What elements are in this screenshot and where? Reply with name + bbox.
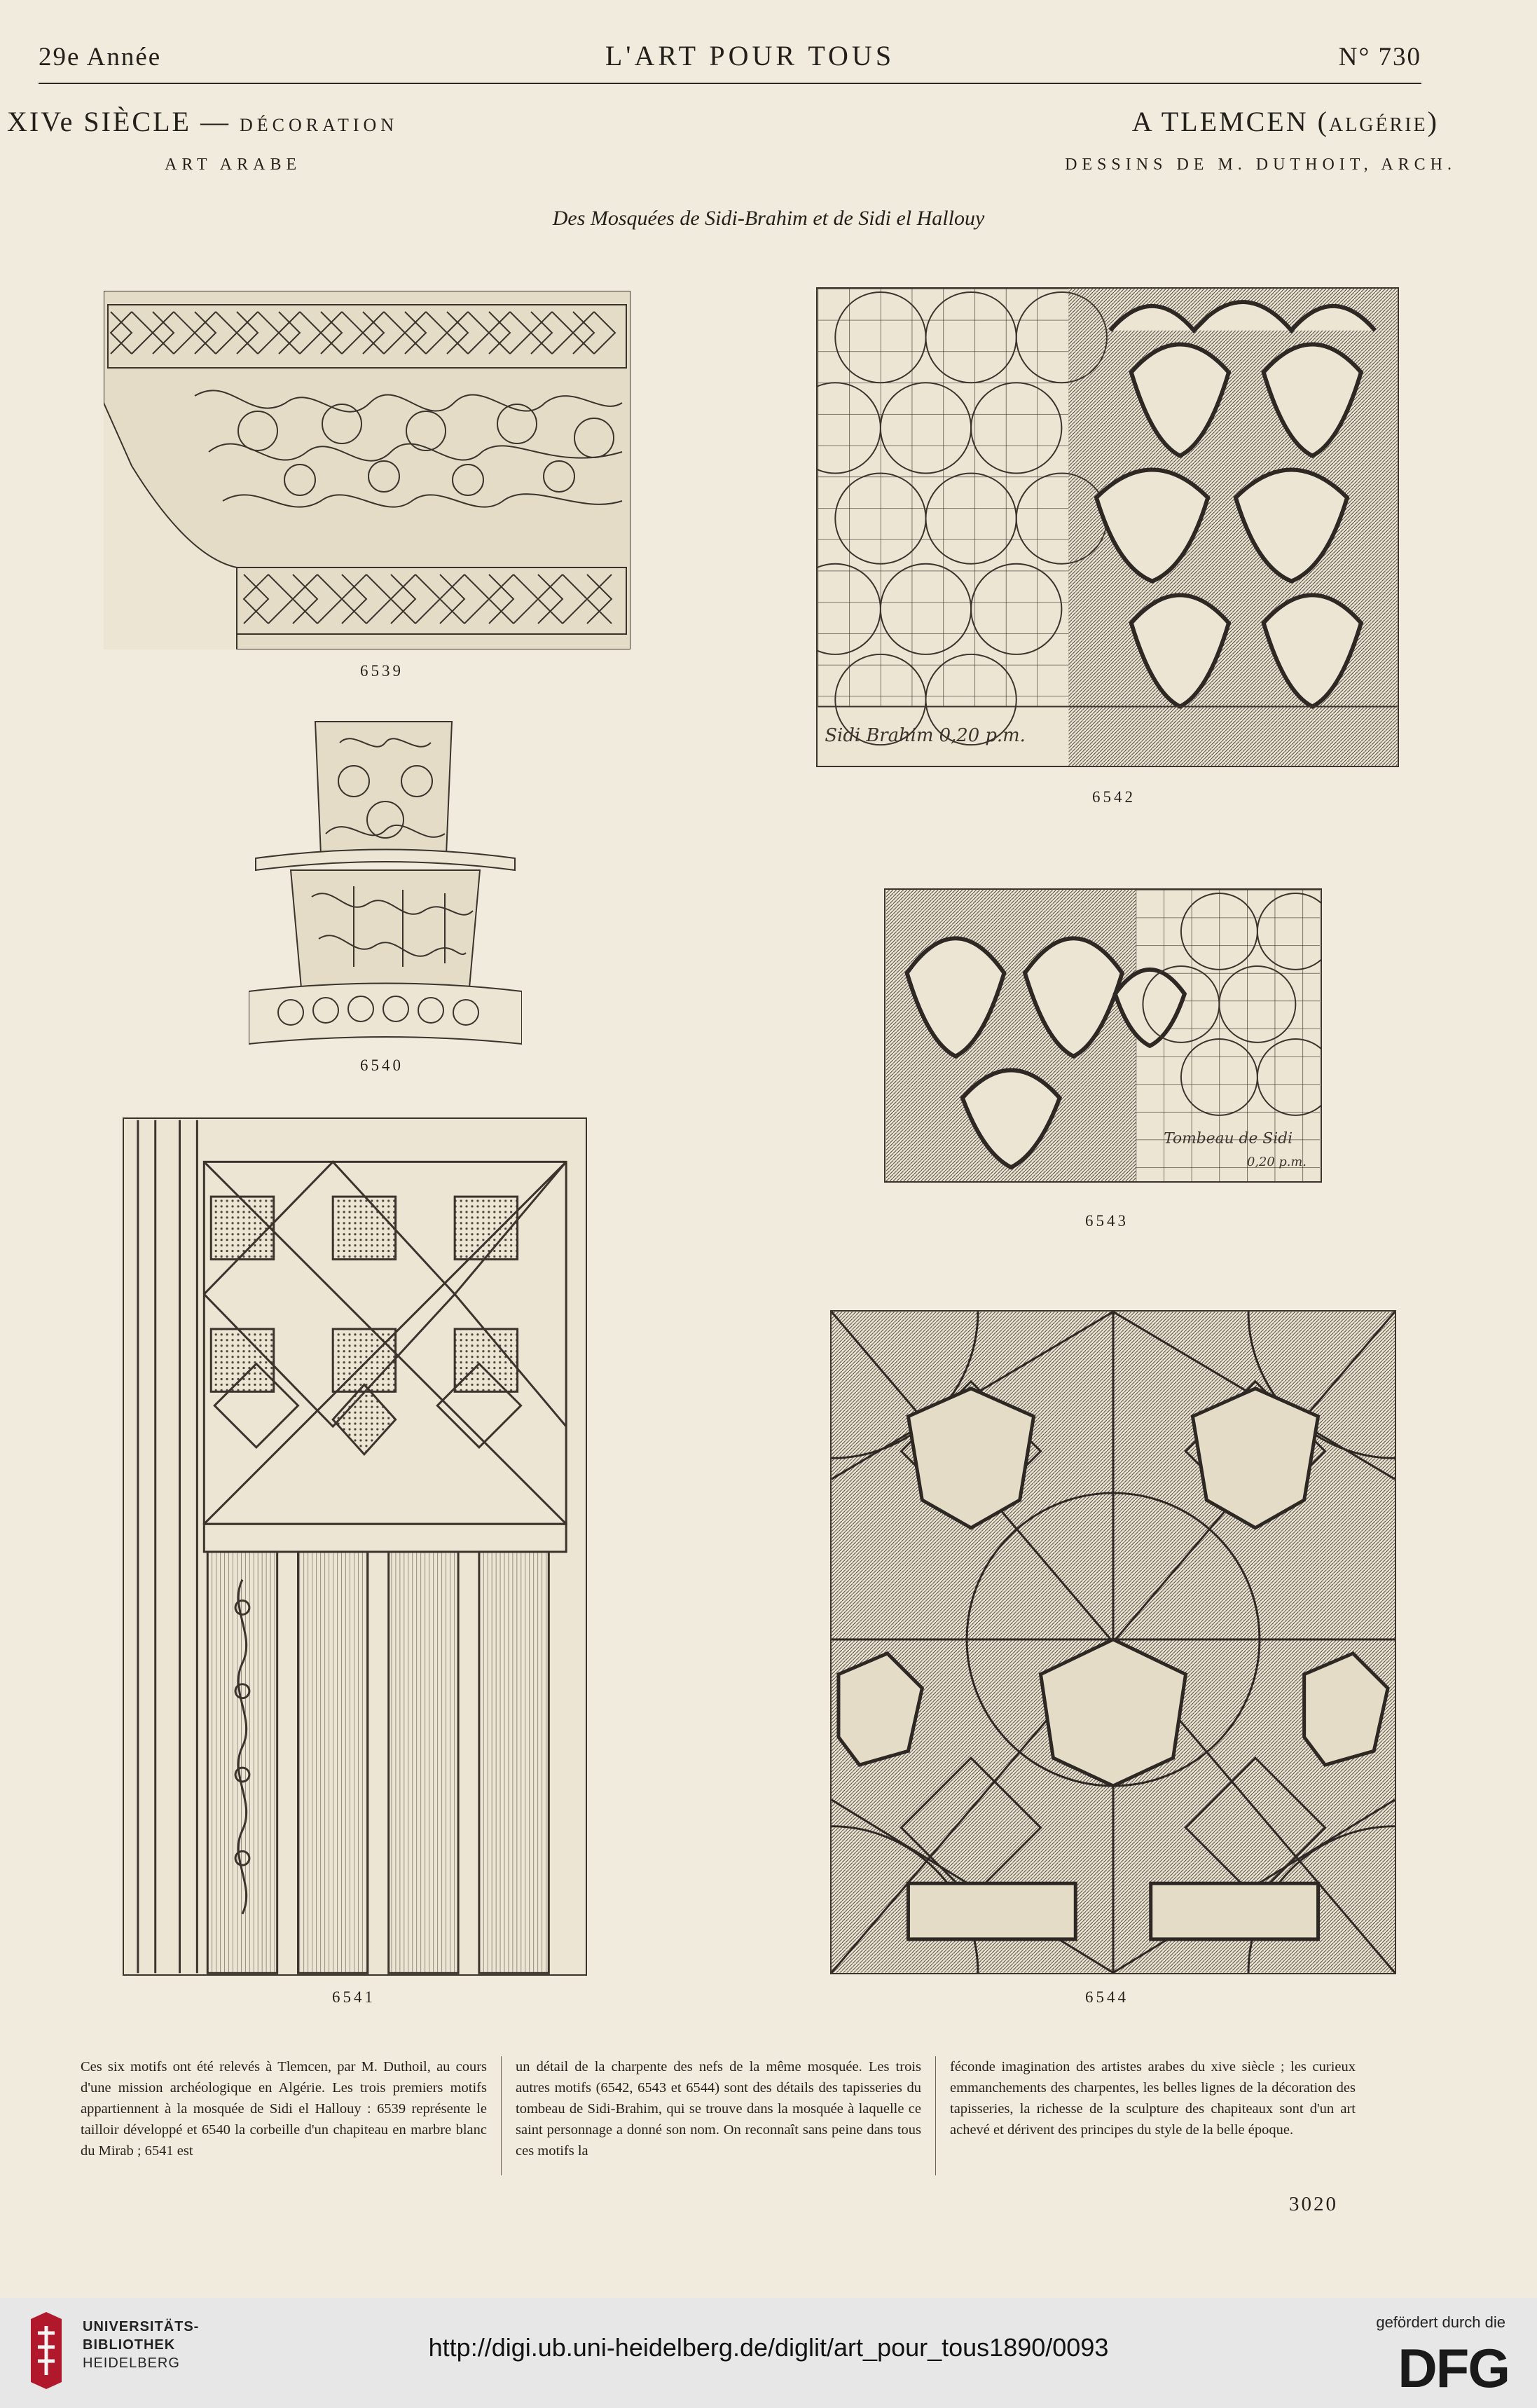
body-text bbox=[67, 2056, 1464, 2175]
subheader-left bbox=[7, 105, 398, 138]
figure-6540-capital bbox=[249, 715, 522, 1052]
figure-number-6541: 6541 bbox=[332, 1988, 375, 2006]
logo-line-1: UNIVERSITÄTS- bbox=[83, 2319, 200, 2334]
body-column-2: un détail de la charpente des nefs de la même mosquée. Les trois autres motifs (6542, 6543 et 6544) sont des détails des tapisseries du tombeau de Sidi-Brahim, qui se trouve dans la mosquée à laquelle ce saint personnage a donné son nom. On reconnaît sans peine dans tous ces motifs la bbox=[501, 2056, 935, 2175]
figure-6542-handwritten-note: Sidi Brahim 0,20 p.m. bbox=[825, 725, 1026, 747]
region-label: ALGÉRIE bbox=[1328, 114, 1428, 136]
running-header bbox=[39, 39, 1421, 81]
figure-6543-handwritten-note-1: Tombeau de Sidi bbox=[1164, 1129, 1293, 1148]
figure-6539-drawing bbox=[104, 291, 630, 649]
header-journal-title: L'ART POUR TOUS bbox=[605, 40, 895, 71]
figure-6541-drawing bbox=[124, 1119, 586, 1974]
body-column-1: Ces six motifs ont été relevés à Tlemcen, par M. Duthoil, au cours d'une mission archéologique en Algérie. Les trois premiers motifs appartiennent à la mosquée de Sidi el Hallouy : 6539 représente le tailloir développé et 6540 la corbeille d'un chapiteau en marbre blanc du Mirab ; 6541 est bbox=[81, 2059, 487, 2159]
figure-number-6542: 6542 bbox=[1092, 788, 1136, 806]
subheader-right bbox=[1132, 105, 1439, 138]
style-label: ART ARABE bbox=[165, 156, 302, 174]
figure-number-6543: 6543 bbox=[1085, 1212, 1129, 1230]
category-label: DÉCORATION bbox=[239, 115, 399, 135]
page-number: 3020 bbox=[1289, 2193, 1338, 2215]
location-label: A TLEMCEN ( bbox=[1131, 106, 1329, 137]
figure-6539-frieze bbox=[104, 291, 630, 649]
figure-6544-drawing bbox=[832, 1312, 1395, 1973]
figure-6542-drawing bbox=[818, 289, 1398, 766]
figure-number-6544: 6544 bbox=[1085, 1988, 1129, 2006]
source-url-link[interactable]: http://digi.ub.uni-heidelberg.de/diglit/art_pour_tous1890/0093 bbox=[428, 2333, 1109, 2362]
figure-number-6540: 6540 bbox=[360, 1057, 404, 1074]
header-year: 29e Année bbox=[39, 43, 162, 71]
figure-6542-tapestry bbox=[816, 287, 1399, 767]
header-rule bbox=[39, 83, 1421, 84]
location-close: ) bbox=[1427, 106, 1439, 137]
figure-6540-drawing bbox=[249, 715, 522, 1052]
century-label: XIVe SIÈCLE — bbox=[7, 106, 240, 137]
body-column-3: féconde imagination des artistes arabes du xive siècle ; les curieux emmanchements des charpentes, les belles lignes de la décoration des tapisseries, la richesse de la sculpture des chapiteaux sont d'un art achevé et dérivent des principes du style de la belle époque. bbox=[935, 2056, 1370, 2175]
figure-number-6539: 6539 bbox=[360, 662, 404, 680]
dfg-logo: DFG bbox=[1398, 2337, 1509, 2399]
figure-6543-drawing bbox=[885, 890, 1321, 1181]
figure-6543-tapestry bbox=[884, 888, 1322, 1183]
funding-note: gefördert durch die bbox=[1376, 2313, 1505, 2331]
header-issue-number: N° 730 bbox=[1338, 43, 1421, 71]
plate-caption-title: Des Mosquées de Sidi-Brahim et de Sidi el Hallouy bbox=[552, 207, 985, 230]
figure-6544-tapestry bbox=[830, 1310, 1396, 1974]
figure-6541-framing bbox=[123, 1117, 587, 1976]
author-credit: DESSINS DE M. DUTHOIT, ARCH. bbox=[1065, 156, 1456, 174]
logo-line-3: HEIDELBERG bbox=[83, 2355, 180, 2371]
logo-line-2: BIBLIOTHEK bbox=[83, 2337, 176, 2353]
figure-6543-handwritten-note-2: 0,20 p.m. bbox=[1247, 1155, 1307, 1170]
